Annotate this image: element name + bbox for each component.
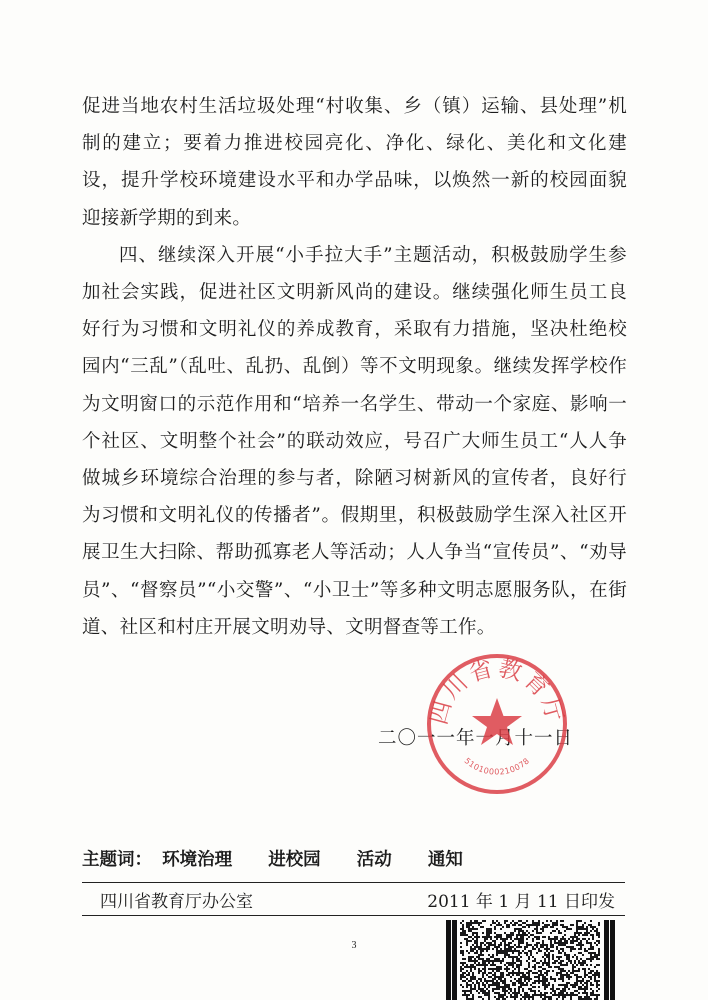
paragraph-section-four: 四、继续深入开展“小手拉大手”主题活动，积极鼓励学生参加社会实践，促进社区文明新风尚的建设。继续强化师生员工良好行为习惯和文明礼仪的养成教育，采取有力措施，坚决杜绝校园内“三乱”（乱吐、乱扔、乱倒）等不文明现象。继续发挥学校作为文明窗口的示范作用和“培养一名学生、带动一个家庭、影响一个社区、文明整个社会”的联动效应，号召广大师生员工“人人争做城乡环境综合治理的参与者，除陋习树新风的宣传者，良好行为习惯和文明礼仪的传播者”。假期里，积极鼓励学生深入社区开展卫生大扫除、帮助孤寡老人等活动；人人争当“宣传员”、“劝导员”、“督察员”“小交警”、“小卫士”等多种文明志愿服务队，在街道、社区和村庄开展文明劝导、文明督查等工作。 xyxy=(82,244,627,638)
keyword-item: 环境治理 xyxy=(162,850,233,870)
keyword-item: 活动 xyxy=(356,850,392,870)
document-date: 二〇一一年一月十一日 xyxy=(378,728,574,749)
body-text xyxy=(82,88,627,646)
official-seal xyxy=(423,650,571,798)
page-number: 3 xyxy=(351,940,357,951)
subject-keywords xyxy=(82,846,627,871)
svg-text:5101000210078 xyxy=(463,756,532,776)
print-date: 2011 年 1 月 11 日印发 xyxy=(427,891,615,912)
seal-star-icon xyxy=(472,698,522,745)
keywords-label: 主题词： xyxy=(82,850,152,870)
keyword-item: 通知 xyxy=(427,850,463,870)
paragraph-continuation: 促进当地农村生活垃圾处理“村收集、乡（镇）运输、县处理”机制的建立；要着力推进校园亮化、净化、绿化、美化和文化建设，提升学校环境建设水平和办学品味，以焕然一新的校园面貌迎接新学期的到来。 xyxy=(82,96,627,229)
seal-text: 四川省教育厅 xyxy=(426,655,568,728)
keyword-item: 进校园 xyxy=(268,850,321,870)
issuing-footer xyxy=(82,882,625,916)
seal-number: 5101000210078 xyxy=(462,756,532,777)
barcode-icon xyxy=(446,920,616,1000)
issuing-office: 四川省教育厅办公室 xyxy=(100,891,253,912)
